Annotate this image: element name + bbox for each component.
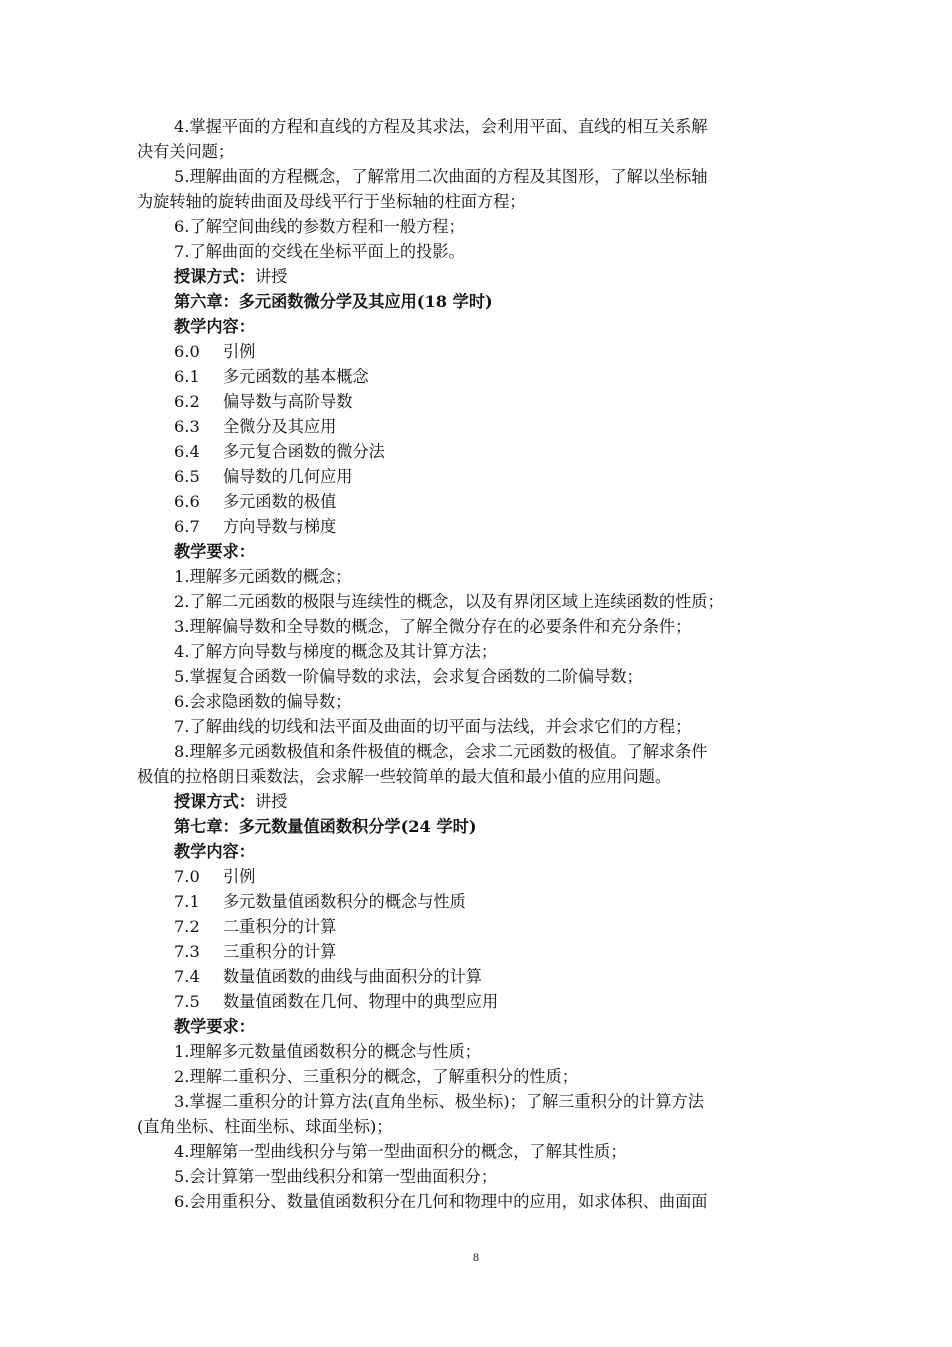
section-item: [137, 989, 817, 1014]
section-number: 6.7: [174, 517, 200, 536]
section-item: [137, 389, 817, 414]
section-title: 引例: [223, 867, 256, 886]
content-label: 教学内容：: [174, 842, 255, 861]
text-line: 为旋转轴的旋转曲面及母线平行于坐标轴的柱面方程；: [137, 192, 526, 211]
text-line: 6.了解空间曲线的参数方程和一般方程；: [174, 217, 465, 236]
page-number: 8: [473, 1250, 479, 1264]
requirement-item: 4.理解第一型曲线积分与第一型曲面积分的概念，了解其性质；: [174, 1142, 627, 1161]
section-item: [137, 414, 817, 439]
section-number: 6.3: [174, 417, 200, 436]
section-number: 7.3: [174, 942, 200, 961]
requirement-item: 1.理解多元函数的概念；: [174, 567, 352, 586]
section-title: 多元复合函数的微分法: [223, 442, 385, 461]
section-item: [137, 514, 817, 539]
method-line: [137, 789, 817, 814]
section-title: 二重积分的计算: [223, 917, 337, 936]
section-item: [137, 889, 817, 914]
requirement-item: 3.掌握二重积分的计算方法(直角坐标、极坐标)；了解三重积分的计算方法: [174, 1092, 704, 1111]
chapter-7-title: 第七章：多元数量值函数积分学(24 学时): [174, 817, 477, 836]
section-number: 6.0: [174, 342, 200, 361]
section-title: 全微分及其应用: [223, 417, 337, 436]
section-item: [137, 489, 817, 514]
section-number: 7.2: [174, 917, 200, 936]
requirement-item: 4.了解方向导数与梯度的概念及其计算方法；: [174, 642, 498, 661]
page-body: [137, 114, 817, 1214]
section-item: [137, 939, 817, 964]
section-number: 6.1: [174, 367, 200, 386]
section-title: 方向导数与梯度: [223, 517, 337, 536]
section-title: 多元数量值函数积分的概念与性质: [223, 892, 466, 911]
section-number: 6.6: [174, 492, 200, 511]
text-line: 4.掌握平面的方程和直线的方程及其求法，会利用平面、直线的相互关系解: [174, 117, 708, 136]
section-title: 引例: [223, 342, 256, 361]
section-number: 6.2: [174, 392, 200, 411]
section-title: 数量值函数在几何、物理中的典型应用: [223, 992, 499, 1011]
section-number: 7.1: [174, 892, 200, 911]
requirement-item: 3.理解偏导数和全导数的概念，了解全微分存在的必要条件和充分条件；: [174, 617, 692, 636]
section-number: 7.0: [174, 867, 200, 886]
section-item: [137, 964, 817, 989]
section-item: [137, 864, 817, 889]
requirement-item: 6.会求隐函数的偏导数；: [174, 692, 352, 711]
requirement-item: 8.理解多元函数极值和条件极值的概念，会求二元函数的极值。了解求条件: [174, 742, 708, 761]
section-title: 多元函数的极值: [223, 492, 337, 511]
method-label: 授课方式：: [174, 792, 255, 811]
section-title: 偏导数与高阶导数: [223, 392, 353, 411]
method-value: 讲授: [254, 792, 288, 811]
section-number: 6.5: [174, 467, 200, 486]
requirement-item: 5.掌握复合函数一阶偏导数的求法，会求复合函数的二阶偏导数；: [174, 667, 643, 686]
section-item: [137, 364, 817, 389]
section-item: [137, 464, 817, 489]
requirement-item: 6.会用重积分、数量值函数积分在几何和物理中的应用，如求体积、曲面面: [174, 1192, 708, 1211]
section-number: 7.4: [174, 967, 200, 986]
text-line: 决有关问题；: [137, 142, 235, 161]
section-number: 7.5: [174, 992, 200, 1011]
section-number: 6.4: [174, 442, 200, 461]
method-label: 授课方式：: [174, 267, 255, 286]
section-item: [137, 339, 817, 364]
section-title: 三重积分的计算: [223, 942, 337, 961]
method-line: [137, 264, 817, 289]
requirement-continuation: 极值的拉格朗日乘数法，会求解一些较简单的最大值和最小值的应用问题。: [137, 767, 672, 786]
requirement-item: 2.了解二元函数的极限与连续性的概念，以及有界闭区域上连续函数的性质；: [174, 592, 724, 611]
text-line: 5.理解曲面的方程概念，了解常用二次曲面的方程及其图形，了解以坐标轴: [174, 167, 708, 186]
section-title: 数量值函数的曲线与曲面积分的计算: [223, 967, 482, 986]
section-title: 多元函数的基本概念: [223, 367, 369, 386]
requirement-item: 1.理解多元数量值函数积分的概念与性质；: [174, 1042, 481, 1061]
requirements-label: 教学要求：: [174, 1017, 255, 1036]
section-item: [137, 914, 817, 939]
section-item: [137, 439, 817, 464]
requirement-continuation: (直角坐标、柱面坐标、球面坐标)；: [137, 1117, 393, 1136]
requirements-label: 教学要求：: [174, 542, 255, 561]
chapter-6-title: 第六章：多元函数微分学及其应用(18 学时): [174, 292, 493, 311]
content-label: 教学内容：: [174, 317, 255, 336]
text-line: 7.了解曲面的交线在坐标平面上的投影。: [174, 242, 465, 261]
requirement-item: 7.了解曲线的切线和法平面及曲面的切平面与法线，并会求它们的方程；: [174, 717, 692, 736]
requirement-item: 5.会计算第一型曲线积分和第一型曲面积分；: [174, 1167, 498, 1186]
section-title: 偏导数的几何应用: [223, 467, 353, 486]
method-value: 讲授: [254, 267, 288, 286]
requirement-item: 2.理解二重积分、三重积分的概念，了解重积分的性质；: [174, 1067, 578, 1086]
